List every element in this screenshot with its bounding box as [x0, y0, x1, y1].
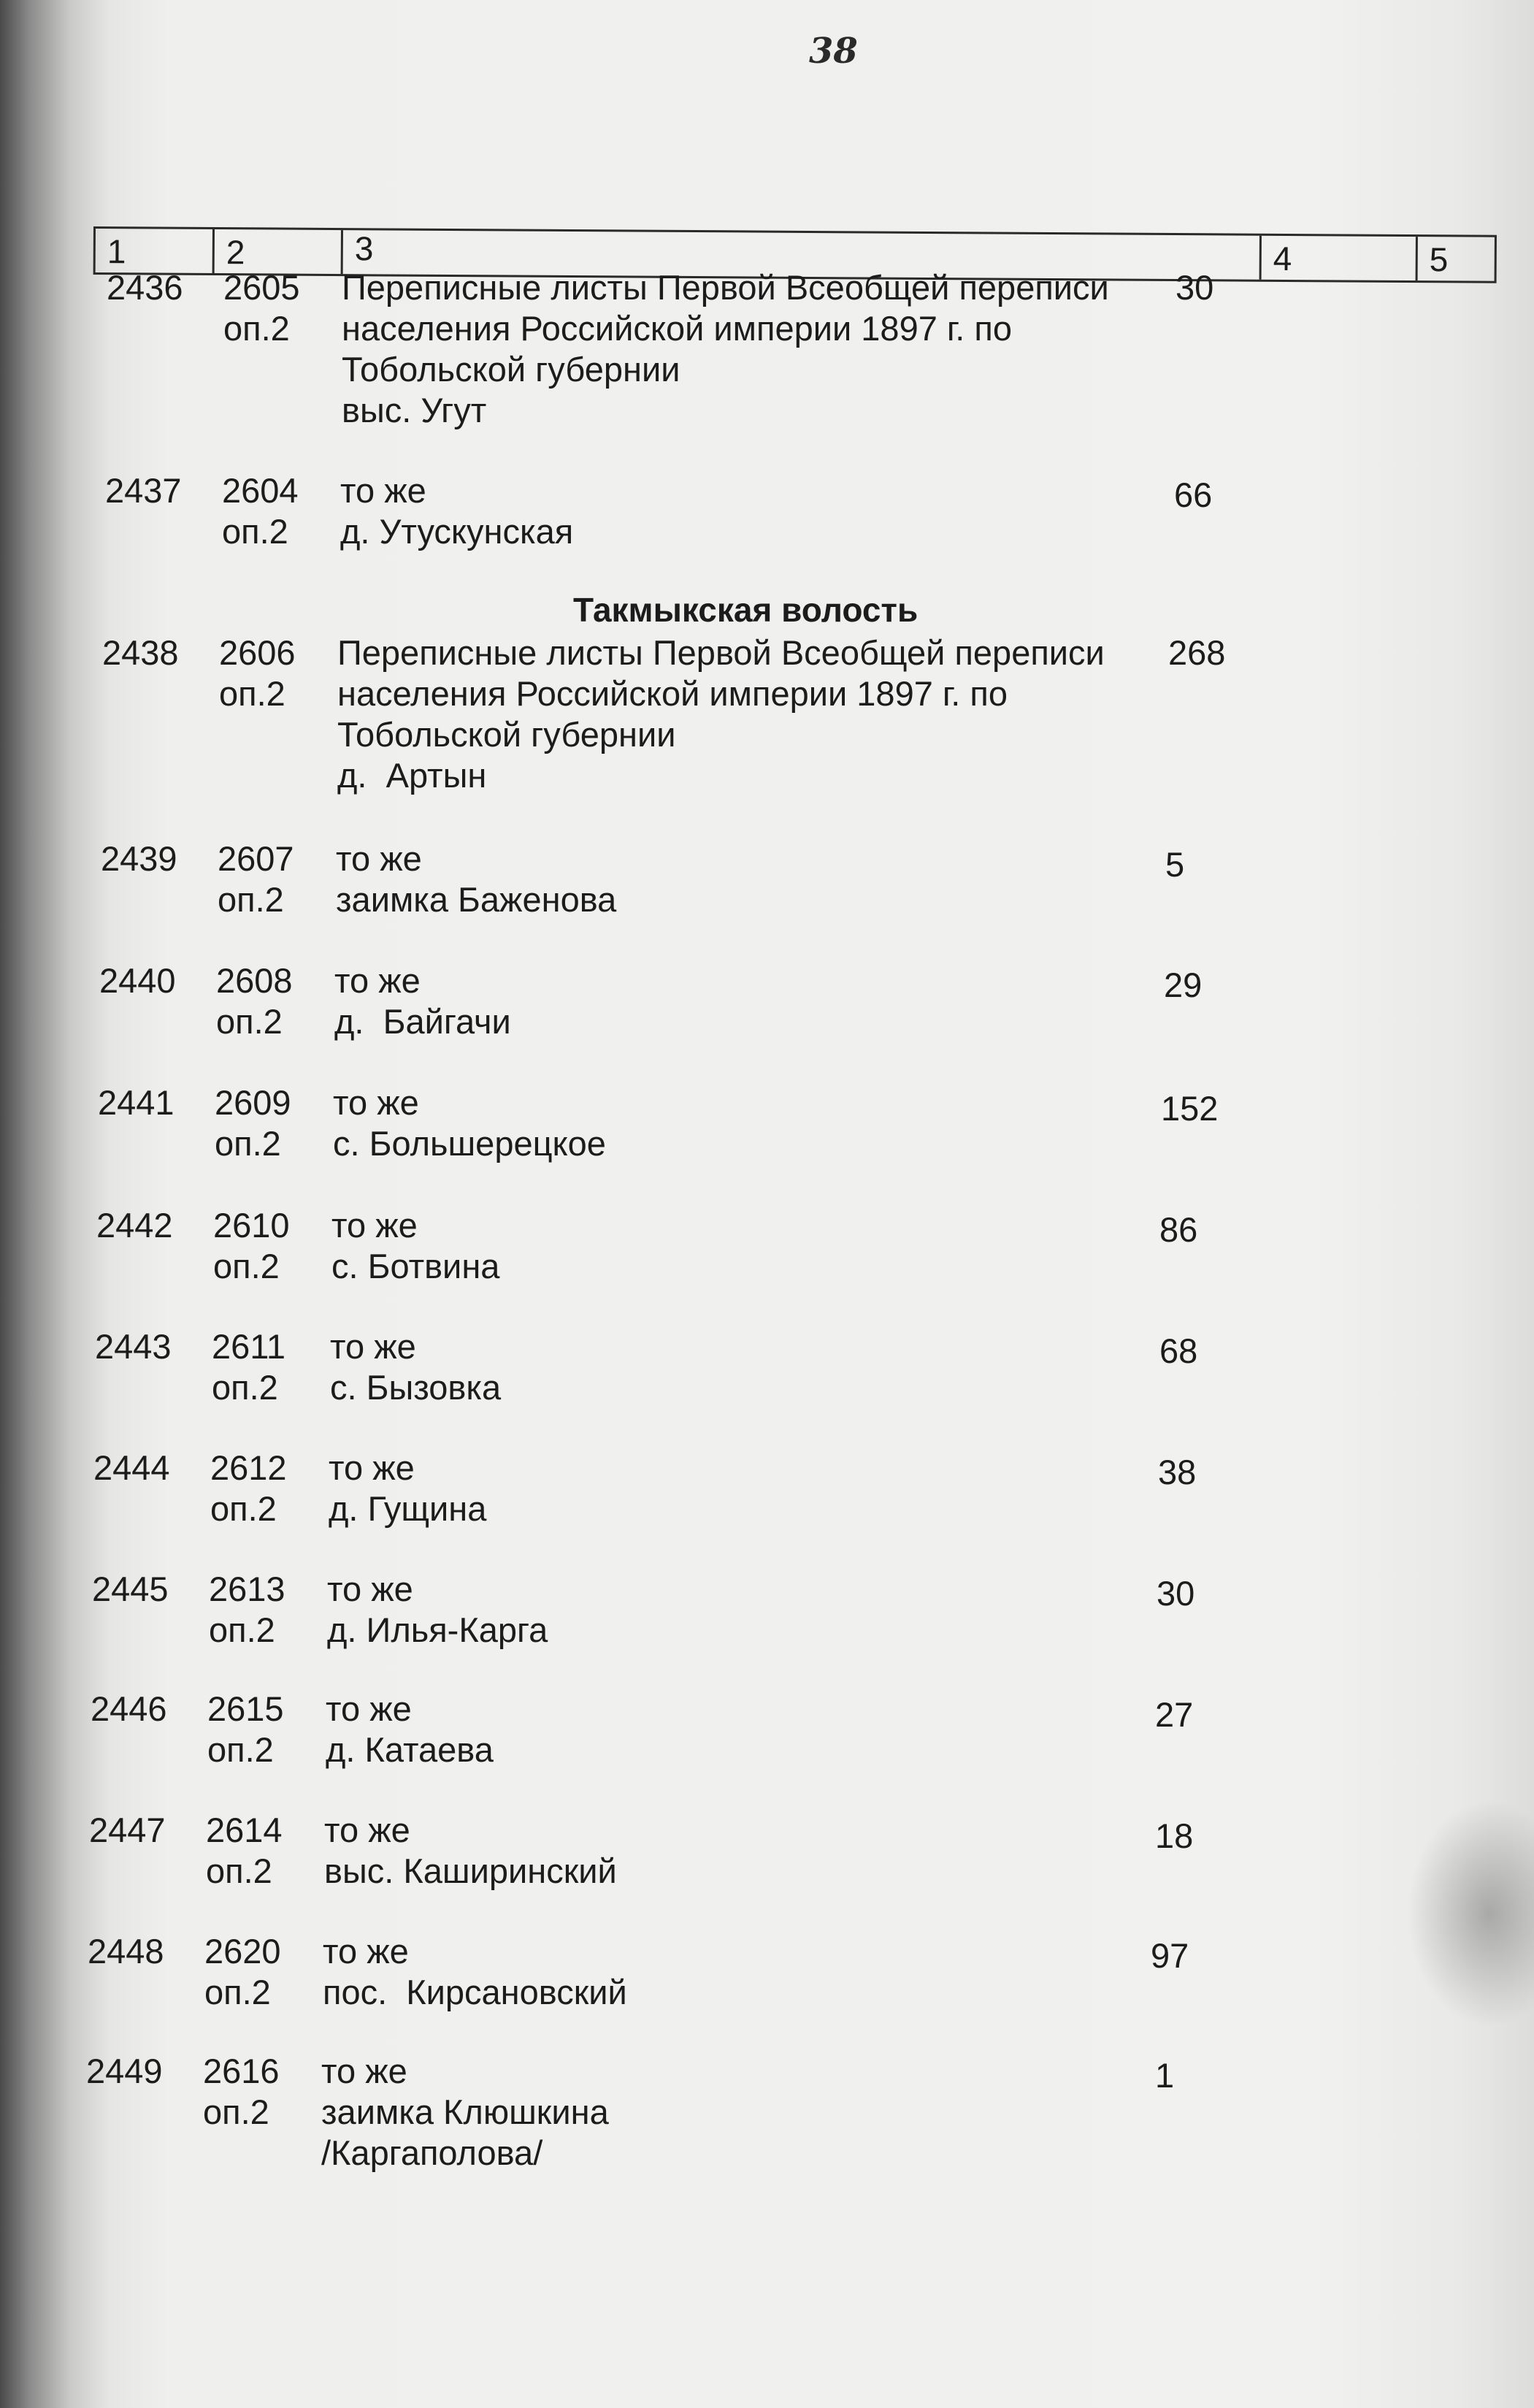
inventory-number: оп.2: [210, 1489, 277, 1528]
case-number: 2611: [212, 1327, 286, 1366]
inventory-number: оп.2: [206, 1851, 272, 1890]
description-cell: [330, 1326, 501, 1408]
description-line: то же: [329, 1448, 415, 1487]
description-cell: [326, 1689, 494, 1770]
case-number-cell: [204, 1931, 281, 2013]
sheet-count: 38: [1158, 1453, 1197, 1491]
record-number: 2440: [99, 961, 176, 1000]
inventory-number: оп.2: [216, 1002, 283, 1041]
description-line: с. Бызовка: [330, 1368, 502, 1407]
case-number: 2607: [218, 839, 294, 878]
case-number-cell: [212, 1326, 285, 1408]
inventory-number: оп.2: [215, 1124, 281, 1163]
section-title: Такмыкская волость: [573, 591, 919, 629]
case-number: 2605: [223, 268, 300, 307]
record-number: 2446: [91, 1689, 167, 1728]
description-line: Тобольской губернии: [342, 350, 680, 389]
description-cell: [327, 1569, 548, 1651]
record-number: 2449: [86, 2052, 163, 2090]
description-line: Тобольской губернии: [337, 715, 676, 754]
record-number: 2443: [95, 1327, 172, 1366]
case-number: 2608: [216, 961, 293, 1000]
inventory-number: оп.2: [204, 1973, 271, 2011]
description-cell: [321, 2051, 609, 2174]
description-line: д. Илья-Карга: [327, 1610, 548, 1649]
description-line: д. Катаева: [326, 1730, 494, 1769]
case-number-cell: [216, 960, 293, 1042]
case-number-cell: [222, 470, 299, 552]
description-line: то же: [321, 2052, 407, 2090]
inventory-number: оп.2: [213, 1247, 280, 1285]
header-col-5: 5: [1416, 237, 1495, 281]
inventory-number: оп.2: [207, 1730, 274, 1769]
case-number: 2620: [204, 1932, 281, 1971]
inventory-number: оп.2: [223, 309, 290, 348]
case-number: 2606: [219, 633, 296, 672]
record-number: 2444: [93, 1448, 170, 1487]
description-line: то же: [340, 471, 426, 510]
description-line: пос. Кирсановский: [323, 1973, 627, 2011]
inventory-number: оп.2: [218, 880, 284, 919]
description-line: с. Большерецкое: [333, 1124, 606, 1163]
case-number: 2609: [215, 1083, 291, 1122]
description-cell: [342, 267, 1109, 431]
record-number: 2447: [89, 1811, 166, 1849]
description-line: Переписные листы Первой Всеобщей переписи: [337, 633, 1105, 672]
case-number-cell: [223, 267, 300, 349]
sheet-count: 1: [1155, 2056, 1175, 2095]
record-number: 2441: [98, 1083, 175, 1122]
record-number: 2448: [88, 1932, 164, 1971]
description-line: то же: [334, 961, 421, 1000]
sheet-count: 152: [1161, 1089, 1219, 1128]
case-number-cell: [218, 838, 294, 920]
case-number: 2616: [203, 2052, 280, 2090]
header-col-4: 4: [1259, 236, 1416, 280]
description-cell: [334, 960, 511, 1042]
case-number-cell: [219, 632, 296, 714]
sheet-count: 18: [1155, 1816, 1194, 1855]
description-line: д. Утускунская: [340, 512, 574, 551]
description-line: то же: [330, 1327, 416, 1366]
description-cell: [324, 1810, 617, 1892]
description-line: заимка Баженова: [336, 880, 617, 919]
case-number-cell: [207, 1689, 284, 1770]
description-line: выс. Каширинский: [324, 1851, 617, 1890]
case-number-cell: [209, 1569, 285, 1651]
record-number: 2445: [92, 1570, 169, 1608]
sheet-count: 27: [1155, 1695, 1194, 1734]
case-number: 2614: [206, 1811, 283, 1849]
description-cell: [323, 1931, 627, 2013]
description-line: то же: [331, 1206, 418, 1245]
sheet-count: 30: [1157, 1574, 1195, 1613]
sheet-count: 268: [1168, 633, 1226, 672]
description-cell: [333, 1082, 606, 1164]
description-line: то же: [336, 839, 422, 878]
record-number: 2442: [96, 1206, 173, 1245]
inventory-number: оп.2: [203, 2092, 269, 2131]
case-number-cell: [203, 2051, 280, 2133]
description-line: заимка Клюшкина: [321, 2092, 609, 2131]
record-number: 2437: [105, 471, 182, 510]
description-line: д. Байгачи: [334, 1002, 511, 1041]
case-number-cell: [206, 1810, 283, 1892]
description-line: Переписные листы Первой Всеобщей переписи: [342, 268, 1109, 307]
page-number: 38: [809, 31, 858, 72]
description-line: то же: [323, 1932, 409, 1971]
record-number: 2438: [102, 633, 179, 672]
case-number: 2613: [209, 1570, 285, 1608]
inventory-number: оп.2: [212, 1368, 278, 1407]
sheet-count: 97: [1151, 1936, 1189, 1975]
header-col-1: 1: [107, 232, 126, 271]
description-line: с. Ботвина: [331, 1247, 500, 1285]
description-line: д. Артын: [337, 756, 487, 795]
case-number: 2610: [213, 1206, 290, 1245]
description-line: населения Российской империи 1897 г. по: [337, 674, 1008, 713]
description-cell: [336, 838, 616, 920]
sheet-count: 68: [1159, 1331, 1198, 1370]
inventory-number: оп.2: [222, 512, 288, 551]
description-line: то же: [326, 1689, 412, 1728]
sheet-count: 5: [1165, 845, 1185, 884]
description-line: то же: [324, 1811, 410, 1849]
case-number: 2612: [210, 1448, 287, 1487]
description-cell: [340, 470, 573, 552]
description-line: д. Гущина: [329, 1489, 487, 1528]
description-line: /Каргаполова/: [321, 2133, 543, 2172]
sheet-count: 86: [1159, 1210, 1198, 1249]
description-line: населения Российской империи 1897 г. по: [342, 309, 1013, 348]
description-cell: [329, 1448, 486, 1529]
record-number: 2436: [107, 268, 183, 307]
header-col-3: 3: [341, 230, 1259, 280]
record-number: 2439: [101, 839, 177, 878]
sheet-count: 30: [1176, 268, 1214, 307]
case-number-cell: [210, 1448, 287, 1529]
description-line: выс. Угут: [342, 391, 487, 429]
description-line: то же: [327, 1570, 413, 1608]
case-number: 2604: [222, 471, 299, 510]
sheet-count: 66: [1174, 475, 1213, 514]
inventory-number: оп.2: [209, 1610, 275, 1649]
description-cell: [337, 632, 1105, 796]
sheet-count: 29: [1164, 966, 1203, 1004]
case-number-cell: [213, 1205, 290, 1287]
case-number: 2615: [207, 1689, 284, 1728]
description-line: то же: [333, 1083, 419, 1122]
header-col-2: 2: [212, 229, 341, 274]
inventory-number: оп.2: [219, 674, 285, 713]
description-cell: [331, 1205, 499, 1287]
case-number-cell: [215, 1082, 291, 1164]
